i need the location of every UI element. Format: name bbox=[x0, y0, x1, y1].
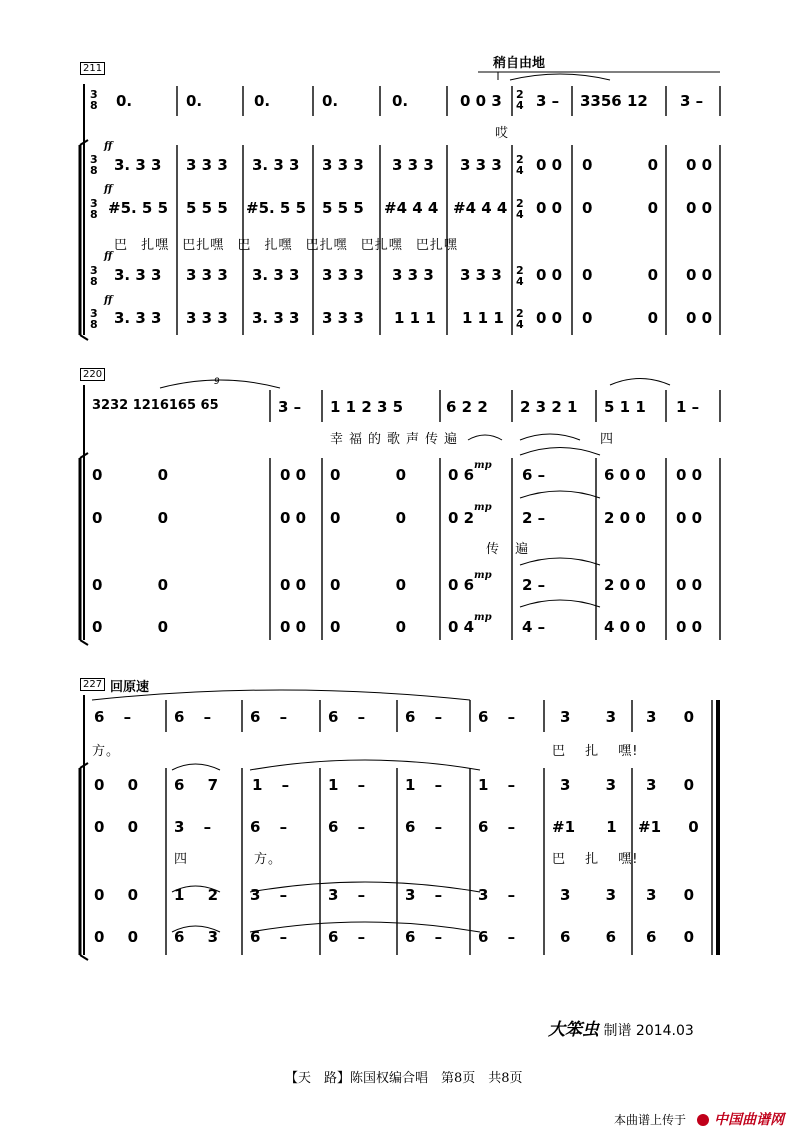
bar: 0 0 bbox=[536, 199, 563, 217]
time-signature: 2 4 bbox=[516, 307, 524, 331]
bar: 0 0 bbox=[92, 618, 169, 636]
tuplet-marking: 9 bbox=[214, 377, 220, 387]
bar: 0. bbox=[116, 92, 133, 110]
dynamic-marking: mp bbox=[474, 460, 492, 471]
bar: 1 1 1 bbox=[394, 309, 436, 327]
dynamic-marking: ff bbox=[104, 184, 113, 195]
bar: 0 0 bbox=[280, 576, 307, 594]
dynamic-marking: ff bbox=[104, 141, 113, 152]
bar: 0 0 bbox=[330, 618, 407, 636]
bar: 3 0 bbox=[646, 886, 695, 904]
bar: 3 3 bbox=[560, 776, 617, 794]
bar: 3 – bbox=[478, 886, 516, 904]
bar: 6 – bbox=[478, 818, 516, 836]
measure-number: 220 bbox=[80, 368, 105, 381]
dynamic-marking: mp bbox=[474, 570, 492, 581]
lyric: 幸福的歌声传遍 bbox=[330, 432, 464, 447]
bar: 0 0 bbox=[582, 266, 659, 284]
bar: 3 – bbox=[278, 398, 302, 416]
bar: 6 – bbox=[405, 818, 443, 836]
bar: 0 0 bbox=[94, 928, 139, 946]
bar: 0 0 bbox=[94, 776, 139, 794]
lyric: 巴 扎嘿 巴扎嘿 巴 扎嘿 巴扎嘿 巴扎嘿 巴扎嘿 bbox=[114, 238, 458, 253]
bar: 2 0 0 bbox=[604, 576, 646, 594]
bar: 3 – bbox=[680, 92, 704, 110]
bar: 1 – bbox=[252, 776, 290, 794]
bar: #1 0 bbox=[638, 818, 699, 836]
bar: 0 0 bbox=[536, 266, 563, 284]
bar: 1 – bbox=[676, 398, 700, 416]
bar: 0 0 3 bbox=[460, 92, 502, 110]
bar: 3. 3 3 bbox=[252, 266, 300, 284]
bar: 0 4 bbox=[448, 618, 475, 636]
bar: 3 – bbox=[536, 92, 560, 110]
bar: 3 3 3 bbox=[460, 266, 502, 284]
bar: 6 – bbox=[405, 708, 443, 726]
bar: #5. 5 5 bbox=[108, 199, 169, 217]
bar: 1 – bbox=[328, 776, 366, 794]
bar: 3 – bbox=[405, 886, 443, 904]
bar: 6 2 2 bbox=[446, 398, 488, 416]
bar: 0 0 bbox=[330, 466, 407, 484]
bar: 0 0 bbox=[686, 266, 713, 284]
bar: 0 6 bbox=[448, 576, 475, 594]
bar: 0 0 bbox=[676, 509, 703, 527]
bar: 6 6 bbox=[560, 928, 617, 946]
bar: 3 3 3 bbox=[186, 309, 228, 327]
bar: 0 0 bbox=[92, 509, 169, 527]
lyric: 四 bbox=[174, 852, 189, 867]
bar: 3 3 3 bbox=[460, 156, 502, 174]
bar: 3 3 3 bbox=[186, 266, 228, 284]
page-footer: 【天 路】陈国权编合唱 第8页 共8页 bbox=[285, 1071, 523, 1086]
bar: 2 – bbox=[522, 576, 546, 594]
bar: 3. 3 3 bbox=[114, 156, 162, 174]
bar: 6 – bbox=[328, 708, 366, 726]
bar: 0. bbox=[392, 92, 409, 110]
bar: #5. 5 5 bbox=[246, 199, 307, 217]
time-signature: 3 8 bbox=[90, 197, 98, 221]
bar: 0 0 bbox=[330, 509, 407, 527]
bar: 3 3 3 bbox=[392, 156, 434, 174]
bar: 0. bbox=[322, 92, 339, 110]
lyric: 方。 bbox=[254, 852, 283, 867]
bar: 6 – bbox=[478, 928, 516, 946]
time-signature: 3 8 bbox=[90, 307, 98, 331]
site-logo-text: 中国曲谱网 bbox=[714, 1112, 785, 1128]
bar: 6 – bbox=[328, 928, 366, 946]
lyric: 巴 扎 嘿! bbox=[552, 744, 639, 759]
bar: 0 0 bbox=[280, 466, 307, 484]
bar: 0 0 bbox=[582, 199, 659, 217]
lyric: 哎 bbox=[495, 126, 510, 141]
upload-note: 本曲谱上传于 bbox=[614, 1113, 687, 1127]
bar: 3 – bbox=[174, 818, 212, 836]
bar: 0 0 bbox=[280, 509, 307, 527]
bar: #4 4 4 bbox=[453, 199, 508, 217]
bar: 3 3 3 bbox=[392, 266, 434, 284]
bar: 0 0 bbox=[92, 466, 169, 484]
bar: 2 3 2 1 bbox=[520, 398, 578, 416]
bar: 6 – bbox=[478, 708, 516, 726]
bar: 0 0 bbox=[94, 818, 139, 836]
credit-date: 2014.03 bbox=[635, 1023, 694, 1039]
bar: 0 0 bbox=[686, 199, 713, 217]
bar: 0 6 bbox=[448, 466, 475, 484]
bar: 3 3 bbox=[560, 886, 617, 904]
bar: 3356 12 bbox=[580, 92, 648, 110]
dynamic-marking: mp bbox=[474, 612, 492, 623]
bar: 0 0 bbox=[536, 309, 563, 327]
dynamic-marking: mp bbox=[474, 502, 492, 513]
bar: 5 1 1 bbox=[604, 398, 646, 416]
bar: 6 – bbox=[250, 708, 288, 726]
bar: 3 3 bbox=[560, 708, 617, 726]
bar: 0 0 bbox=[280, 618, 307, 636]
bar: 6 – bbox=[328, 818, 366, 836]
arranger-name: 大笨虫 bbox=[548, 1020, 599, 1040]
bar: 6 – bbox=[174, 708, 212, 726]
bar: 0 0 bbox=[92, 576, 169, 594]
bar: 3 – bbox=[250, 886, 288, 904]
bar: 0 0 bbox=[686, 309, 713, 327]
bar: 3 3 3 bbox=[186, 156, 228, 174]
time-signature: 2 4 bbox=[516, 264, 524, 288]
bar: 0 0 bbox=[536, 156, 563, 174]
bar: 6 0 bbox=[646, 928, 695, 946]
measure-number: 211 bbox=[80, 62, 105, 75]
bar: 3 – bbox=[328, 886, 366, 904]
site-logo-icon bbox=[697, 1114, 709, 1126]
lyric: 传 遍 bbox=[486, 542, 530, 557]
bar: 2 0 0 bbox=[604, 509, 646, 527]
bar: 3. 3 3 bbox=[114, 266, 162, 284]
lyric: 方。 bbox=[92, 744, 121, 759]
bar: 0 0 bbox=[94, 886, 139, 904]
bar: 3 0 bbox=[646, 776, 695, 794]
bar: 0. bbox=[186, 92, 203, 110]
bar: 6 – bbox=[250, 818, 288, 836]
bar: #1 1 bbox=[552, 818, 617, 836]
bar: 6 7 bbox=[174, 776, 219, 794]
bar: 3 3 3 bbox=[322, 266, 364, 284]
time-signature: 2 4 bbox=[516, 197, 524, 221]
time-signature: 3 8 bbox=[90, 264, 98, 288]
credit-label: 制谱 bbox=[603, 1023, 632, 1039]
tempo-marking: 稍自由地 bbox=[493, 56, 546, 71]
bar: 6 – bbox=[522, 466, 546, 484]
dynamic-marking: ff bbox=[104, 251, 113, 262]
bar: 0 0 bbox=[582, 309, 659, 327]
bar: 6 – bbox=[94, 708, 132, 726]
bar: 0. bbox=[254, 92, 271, 110]
bar: 0 0 bbox=[330, 576, 407, 594]
bar: 6 – bbox=[405, 928, 443, 946]
bar: 0 0 bbox=[582, 156, 659, 174]
bar: 0 2 bbox=[448, 509, 475, 527]
bar: 0 0 bbox=[676, 576, 703, 594]
bar: 1 2 bbox=[174, 886, 219, 904]
bar: 5 5 5 bbox=[322, 199, 364, 217]
bar: 6 0 0 bbox=[604, 466, 646, 484]
bar: 3 3 3 bbox=[322, 309, 364, 327]
time-signature: 3 8 bbox=[90, 153, 98, 177]
bar: 3 3 3 bbox=[322, 156, 364, 174]
time-signature: 2 4 bbox=[516, 88, 524, 112]
measure-number: 227 bbox=[80, 678, 105, 691]
bar: 1 – bbox=[405, 776, 443, 794]
bar: 4 – bbox=[522, 618, 546, 636]
lyric: 巴 扎 嘿! bbox=[552, 852, 639, 867]
bar: 3232 1216165 65 bbox=[92, 398, 219, 413]
bar: 5 5 5 bbox=[186, 199, 228, 217]
bar: 3 0 bbox=[646, 708, 695, 726]
bar: 0 0 bbox=[686, 156, 713, 174]
tempo-marking: 回原速 bbox=[110, 680, 150, 695]
arranger-credit bbox=[548, 1015, 694, 1040]
bar: 3. 3 3 bbox=[114, 309, 162, 327]
bar: 4 0 0 bbox=[604, 618, 646, 636]
time-signature: 2 4 bbox=[516, 153, 524, 177]
bar: 0 0 bbox=[676, 618, 703, 636]
site-logo[interactable] bbox=[697, 1109, 784, 1129]
bar: 1 1 2 3 5 bbox=[330, 398, 404, 416]
lyric: 四 bbox=[600, 432, 615, 447]
bar: #4 4 4 bbox=[384, 199, 439, 217]
bar: 6 – bbox=[250, 928, 288, 946]
dynamic-marking: ff bbox=[104, 295, 113, 306]
bar: 1 – bbox=[478, 776, 516, 794]
bar: 2 – bbox=[522, 509, 546, 527]
bar: 6 3 bbox=[174, 928, 219, 946]
bar: 1 1 1 bbox=[462, 309, 504, 327]
bar: 3. 3 3 bbox=[252, 156, 300, 174]
bar: 3. 3 3 bbox=[252, 309, 300, 327]
bar: 0 0 bbox=[676, 466, 703, 484]
time-signature: 3 8 bbox=[90, 88, 98, 112]
